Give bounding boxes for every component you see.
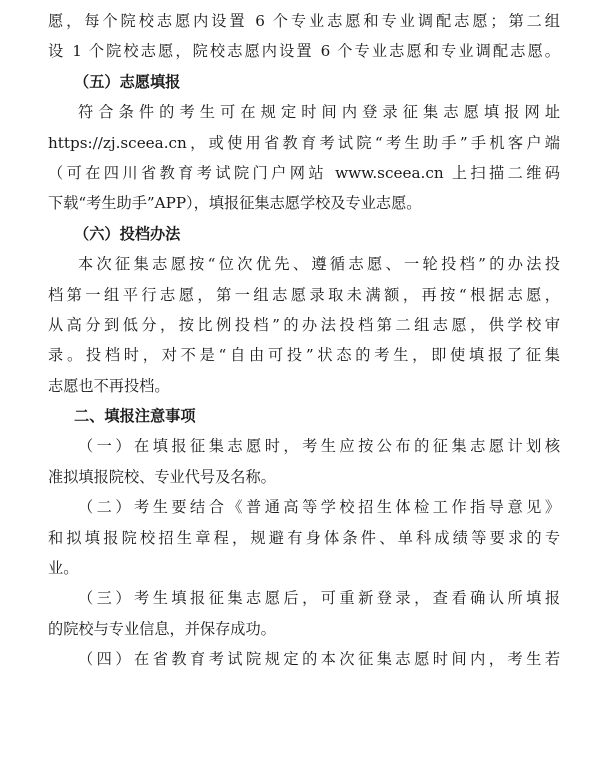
body-text-line: （可在四川省教育考试院门户网站 www.sceea.cn 上扫描二维码: [48, 163, 560, 182]
section-heading-five: （五）志愿填报: [74, 72, 181, 91]
url-text-line: https://zj.sceea.cn，或使用省教育考试院“考生助手”手机客户端: [48, 133, 560, 152]
body-text-line: 的院校与专业信息，并保存成功。: [48, 619, 276, 638]
body-text-line: （四）在省教育考试院规定的本次征集志愿时间内，考生若: [78, 650, 560, 669]
body-text-line: （三）考生填报征集志愿后，可重新登录，查看确认所填报: [78, 589, 560, 608]
body-text-line: 准拟填报院校、专业代号及名称。: [48, 467, 276, 486]
body-text-line: （一）在填报征集志愿时，考生应按公布的征集志愿计划核: [78, 437, 560, 456]
body-text-line: 档第一组平行志愿，第一组志愿录取未满额，再按“根据志愿，: [48, 285, 560, 304]
body-text-line: 志愿也不再投档。: [48, 376, 170, 395]
section-heading-two: 二、填报注意事项: [74, 407, 196, 426]
section-heading-six: （六）投档办法: [74, 224, 181, 243]
body-text-line: 本次征集志愿按“位次优先、遵循志愿、一轮投档”的办法投: [78, 255, 560, 274]
body-text-line: 录。投档时，对不是“自由可投”状态的考生，即使填报了征集: [48, 346, 560, 365]
body-text-line: 和拟填报院校招生章程，规避有身体条件、单科成绩等要求的专: [48, 528, 560, 547]
body-text-line: 业。: [48, 559, 79, 578]
body-text-line: 下载“考生助手”APP），填报征集志愿学校及专业志愿。: [48, 194, 422, 213]
body-text-line: （二）考生要结合《普通高等学校招生体检工作指导意见》: [78, 498, 560, 517]
body-text-line: 从高分到低分，按比例投档”的办法投档第二组志愿，供学校审: [48, 315, 560, 334]
body-text-line: 愿，每个院校志愿内设置 6 个专业志愿和专业调配志愿；第二组: [48, 12, 560, 30]
body-text-line: 设 1 个院校志愿，院校志愿内设置 6 个专业志愿和专业调配志愿。: [48, 42, 560, 61]
body-text-line: 符合条件的考生可在规定时间内登录征集志愿填报网址: [78, 103, 560, 122]
